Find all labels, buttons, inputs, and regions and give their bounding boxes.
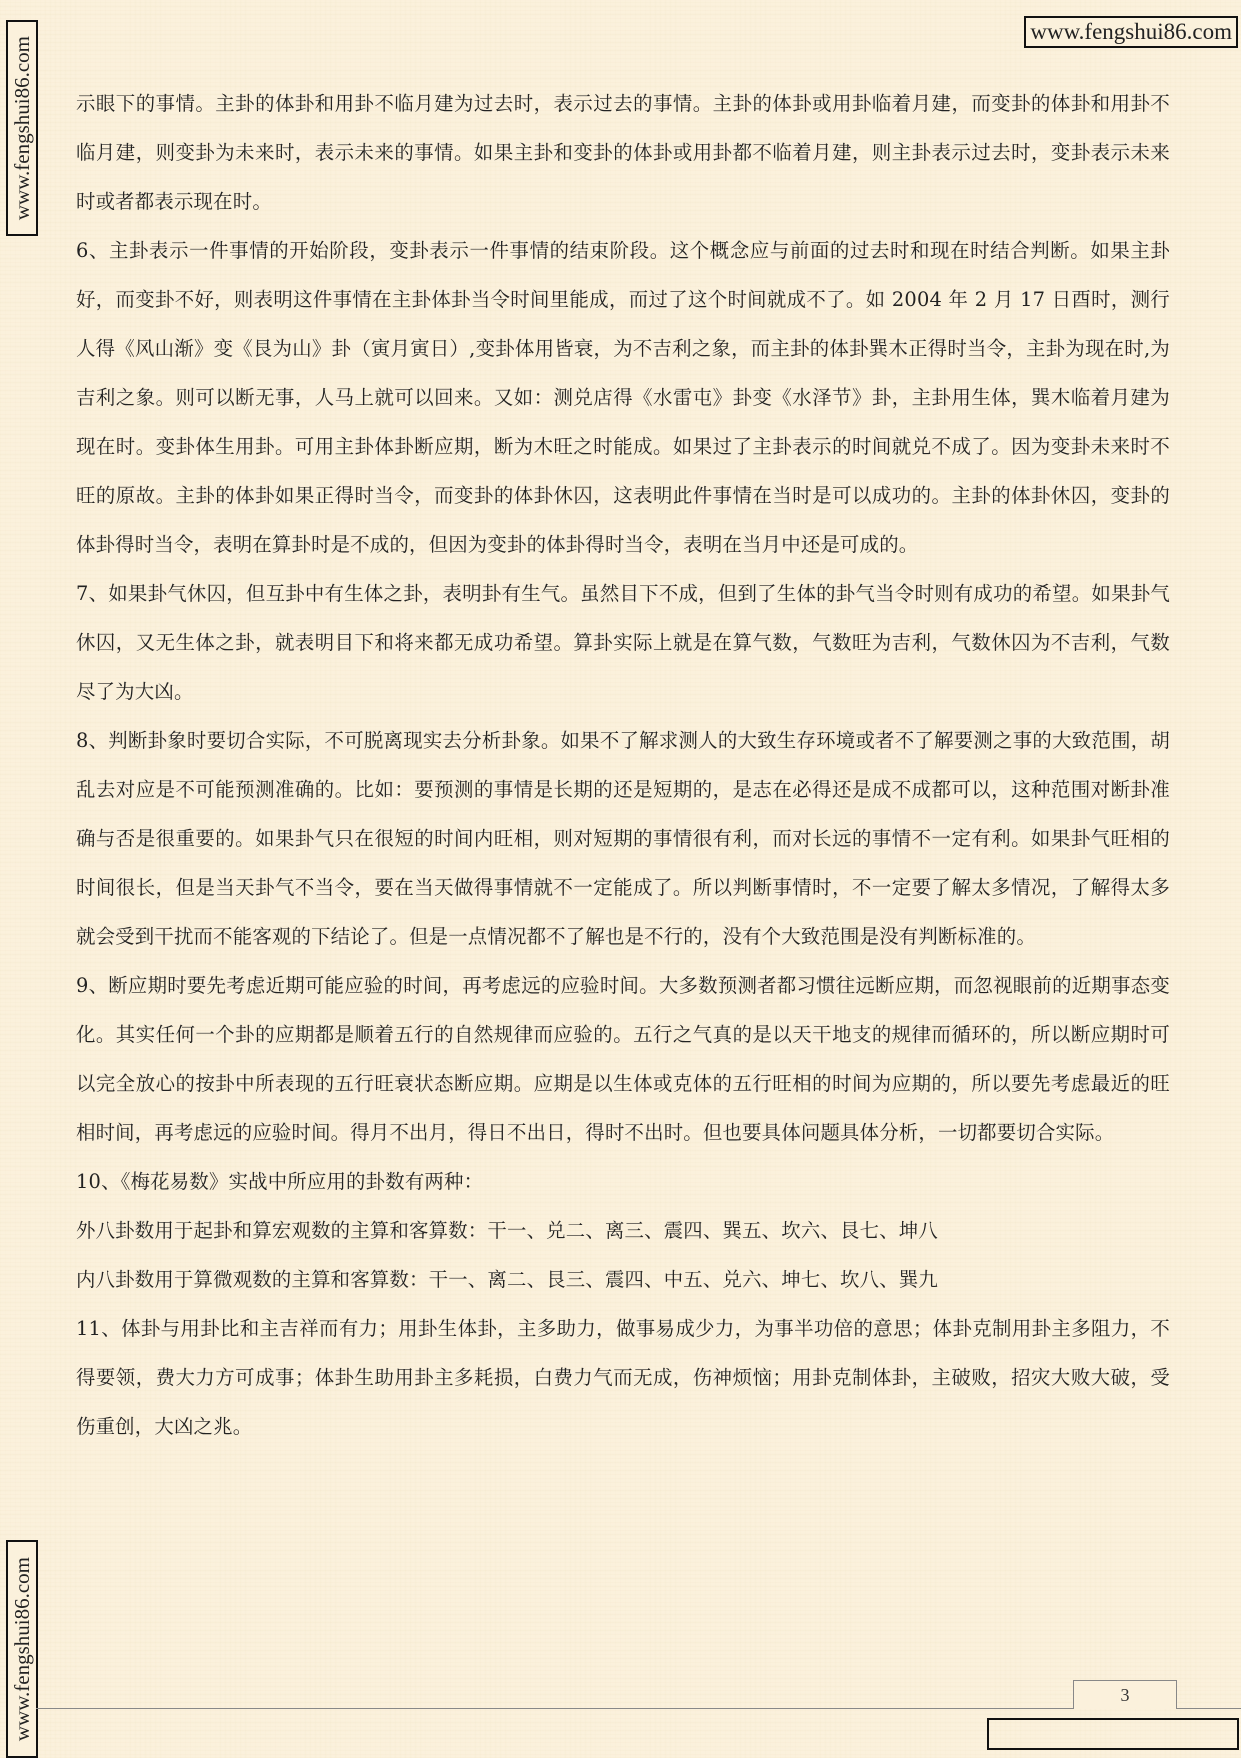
paragraph: 7、如果卦气休囚，但互卦中有生体之卦，表明卦有生气。虽然目下不成，但到了生体的卦气当令时则有成功的希望。如果卦气休囚，又无生体之卦，就表明目下和将来都无成功希望。算卦实际上就是在算气数，气数旺为吉利，气数休囚为不吉利，气数尽了为大凶。 <box>76 582 1170 703</box>
document-body <box>76 79 1170 1451</box>
paragraph: 示眼下的事情。主卦的体卦和用卦不临月建为过去时，表示过去的事情。主卦的体卦或用卦临着月建，而变卦的体卦和用卦不临月建，则变卦为未来时，表示未来的事情。如果主卦和变卦的体卦或用卦都不临着月建，则主卦表示过去时，变卦表示未来时或者都表示现在时。 <box>76 92 1170 213</box>
footer-divider <box>36 1708 1241 1709</box>
paragraph: 外八卦数用于起卦和算宏观数的主算和客算数：干一、兑二、离三、震四、巽五、坎六、艮七、坤八 <box>76 1219 938 1242</box>
paragraph: 内八卦数用于算微观数的主算和客算数：干一、离二、艮三、震四、中五、兑六、坤七、坎八、巽九 <box>76 1268 938 1291</box>
paragraph: 6、主卦表示一件事情的开始阶段，变卦表示一件事情的结束阶段。这个概念应与前面的过去时和现在时结合判断。如果主卦好，而变卦不好，则表明这件事情在主卦体卦当令时间里能成，而过了这个时间就成不了。如 2004 年 2 月 17 日酉时，测行人得《风山渐》变《艮为山》卦（寅月寅日）,变卦体用皆衰，为不吉利之象，而主卦的体卦巽木正得时当令，主卦为现在时,为吉利之象。则可以断无事，人马上就可以回来。又如：测兑店得《水雷屯》卦变《水泽节》卦，主卦用生体，巽木临着月建为现在时。变卦体生用卦。可用主卦体卦断应期，断为木旺之时能成。如果过了主卦表示的时间就兑不成了。因为变卦未来时不旺的原故。主卦的体卦如果正得时当令，而变卦的体卦休囚，这表明此件事情在当时是可以成功的。主卦的体卦休囚，变卦的体卦得时当令，表明在算卦时是不成的，但因为变卦的体卦得时当令，表明在当月中还是可成的。 <box>76 239 1170 556</box>
page-number: 3 <box>1073 1680 1177 1709</box>
paragraph: 8、判断卦象时要切合实际，不可脱离现实去分析卦象。如果不了解求测人的大致生存环境或者不了解要测之事的大致范围，胡乱去对应是不可能预测准确的。比如：要预测的事情是长期的还是短期的，是志在必得还是成不成都可以，这种范围对断卦准确与否是很重要的。如果卦气只在很短的时间内旺相，则对短期的事情很有利，而对长远的事情不一定有利。如果卦气旺相的时间很长，但是当天卦气不当令，要在当天做得事情就不一定能成了。所以判断事情时，不一定要了解太多情况，了解得太多就会受到干扰而不能客观的下结论了。但是一点情况都不了解也是不行的，没有个大致范围是没有判断标准的。 <box>76 729 1170 948</box>
side-watermark-top <box>6 20 38 236</box>
site-url-header: www.fengshui86.com <box>1024 16 1238 48</box>
footer-box <box>987 1718 1239 1750</box>
paragraph: 11、体卦与用卦比和主吉祥而有力；用卦生体卦，主多助力，做事易成少力，为事半功倍的意思；体卦克制用卦主多阻力，不得要领，费大力方可成事；体卦生助用卦主多耗损，白费力气而无成，伤神烦恼；用卦克制体卦，主破败，招灾大败大破，受伤重创，大凶之兆。 <box>76 1317 1170 1438</box>
side-watermark-text: www.fengshui86.com <box>10 1556 34 1742</box>
side-watermark-text: www.fengshui86.com <box>10 35 34 221</box>
side-watermark-bottom <box>6 1540 38 1758</box>
paragraph: 10、《梅花易数》实战中所应用的卦数有两种： <box>76 1170 484 1193</box>
paragraph: 9、断应期时要先考虑近期可能应验的时间，再考虑远的应验时间。大多数预测者都习惯往远断应期，而忽视眼前的近期事态变化。其实任何一个卦的应期都是顺着五行的自然规律而应验的。五行之气真的是以天干地支的规律而循环的，所以断应期时可以完全放心的按卦中所表现的五行旺衰状态断应期。应期是以生体或克体的五行旺相的时间为应期的，所以要先考虑最近的旺相时间，再考虑远的应验时间。得月不出月，得日不出日，得时不出时。但也要具体问题具体分析，一切都要切合实际。 <box>76 974 1170 1144</box>
